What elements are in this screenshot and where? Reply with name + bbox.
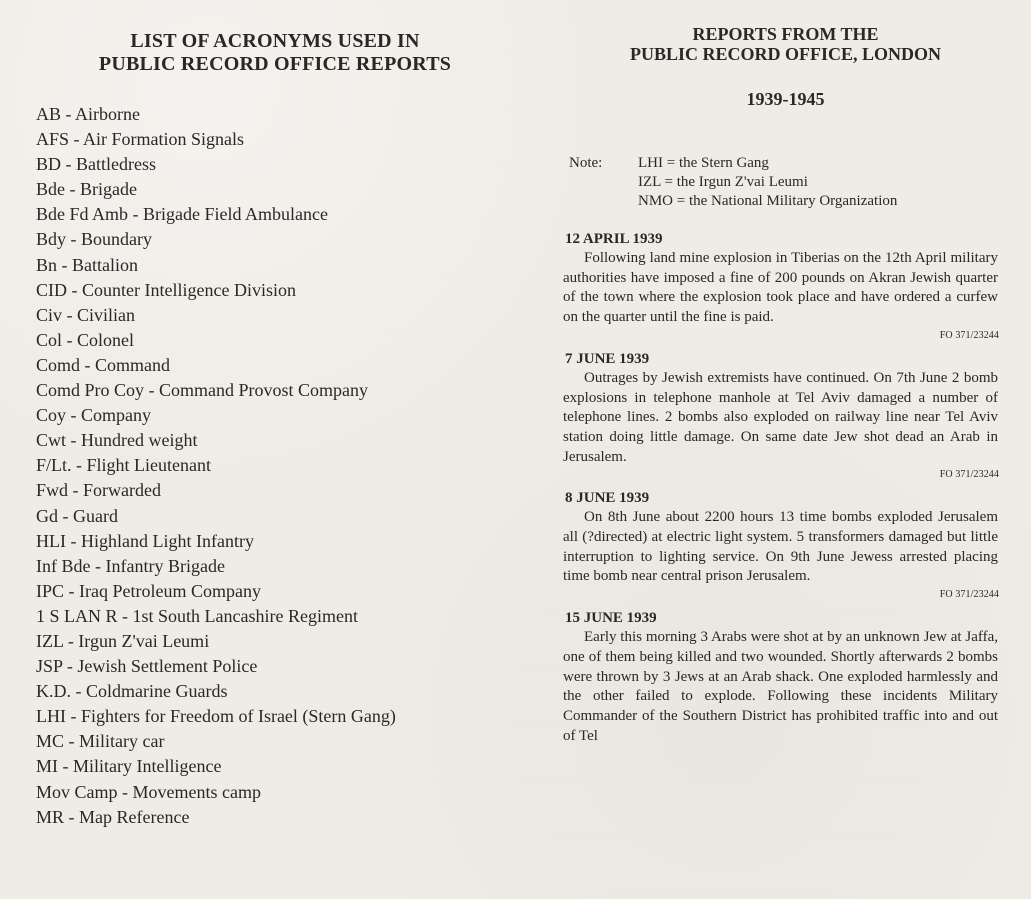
acronym-item: BD - Battledress	[36, 154, 156, 175]
acronym-item: 1 S LAN R - 1st South Lancashire Regiment	[36, 605, 358, 626]
note-block	[569, 154, 1008, 211]
acronym-item: Bde - Brigade	[36, 179, 137, 200]
acronym-item: AFS - Air Formation Signals	[36, 129, 245, 150]
entry-date: 7 JUNE 1939	[565, 350, 650, 367]
entry-text: Following land mine explosion in Tiberias on the 12th April military authorities have imposed a fine of 200 pounds on Akran Jewish quarter of the town where the explosion took place and have ordered a curfew on the quarter until the fine is paid.	[563, 250, 998, 326]
acronym-item: MC - Military car	[36, 731, 165, 752]
acronym-item: MR - Map Reference	[36, 806, 190, 827]
acronym-title-line-2: PUBLIC RECORD OFFICE REPORTS	[98, 53, 452, 75]
acronym-item: Bde Fd Amb - Brigade Field Ambulance	[36, 204, 328, 225]
acronym-item: Coy - Company	[36, 405, 151, 426]
acronym-item: IZL - Irgun Z'vai Leumi	[36, 630, 210, 651]
acronym-item: Fwd - Forwarded	[36, 480, 161, 501]
entry-date: 15 JUNE 1939	[565, 610, 657, 627]
entry-date: 12 APRIL 1939	[565, 231, 663, 247]
entry-text: Outrages by Jewish extremists have continued. On 7th June 2 bomb explosions in telephone manhole at Tel Aviv damaged a number of telephone lines. 2 bombs also exploded on railway line near Tel Aviv station doing little damage. On same date Jew shot dead an Arab in Jerusalem.	[563, 369, 998, 465]
reports-section	[563, 24, 1008, 884]
note-line: NMO = the National Military Organization	[638, 193, 898, 209]
record-reference: FO 371/23244	[939, 589, 999, 601]
report-entry	[563, 490, 1008, 600]
acronym-item: Cwt - Hundred weight	[36, 430, 198, 451]
acronym-item: Inf Bde - Infantry Brigade	[36, 555, 225, 576]
acronym-item: LHI - Fighters for Freedom of Israel (Stern Gang)	[36, 706, 396, 727]
report-entry	[563, 351, 1008, 481]
note-lines	[638, 154, 897, 211]
acronym-item: JSP - Jewish Settlement Police	[36, 656, 258, 677]
acronym-section	[36, 30, 506, 880]
acronym-item: CID - Counter Intelligence Division	[36, 279, 296, 300]
acronym-item: Comd Pro Coy - Command Provost Company	[36, 380, 369, 401]
acronym-item: Mov Camp - Movements camp	[36, 781, 261, 802]
acronym-list	[36, 102, 506, 830]
record-reference: FO 371/23244	[939, 329, 999, 341]
acronym-item: HLI - Highland Light Infantry	[36, 530, 254, 551]
period-heading: 1939-1945	[746, 89, 825, 109]
acronym-title-line-1: LIST OF ACRONYMS USED IN	[130, 30, 420, 52]
acronym-item: K.D. - Coldmarine Guards	[36, 681, 228, 702]
note-line: LHI = the Stern Gang	[638, 155, 769, 171]
report-entry	[563, 610, 1008, 746]
note-line: IZL = the Irgun Z'vai Leumi	[638, 174, 808, 190]
note-label: Note:	[569, 155, 603, 171]
record-reference: FO 371/23244	[939, 469, 999, 481]
acronym-item: Civ - Civilian	[36, 304, 135, 325]
reports-title-line-2: PUBLIC RECORD OFFICE, LONDON	[629, 44, 942, 64]
acronym-item: IPC - Iraq Petroleum Company	[36, 580, 261, 601]
acronym-item: Bn - Battalion	[36, 254, 138, 275]
acronym-item: Comd - Command	[36, 354, 170, 375]
acronym-item: Col - Colonel	[36, 329, 134, 350]
entry-text: On 8th June about 2200 hours 13 time bombs exploded Jerusalem all (?directed) at electric light system. 5 transformers damaged but little interruption to lighting service. On 9th June Jewess arrested placing time bomb near central prison Jerusalem.	[563, 509, 998, 585]
reports-title	[563, 24, 1008, 64]
reports-title-line-1: REPORTS FROM THE	[692, 24, 879, 44]
acronym-item: AB - Airborne	[36, 104, 140, 124]
acronym-item: F/Lt. - Flight Lieutenant	[36, 455, 211, 476]
acronym-item: Bdy - Boundary	[36, 229, 152, 250]
entry-text: Early this morning 3 Arabs were shot at by an unknown Jew at Jaffa, one of them being killed and two wounded. Shortly afterwards 2 bombs were thrown by 3 Jews at an Arab shack. One exploded harmlessly and the other failed to explode. Following these incidents Military Commander of the Southern District has prohibited traffic into and out of Tel	[563, 629, 998, 744]
entry-date: 8 JUNE 1939	[565, 490, 650, 507]
acronym-list-title	[36, 30, 506, 76]
acronym-item: MI - Military Intelligence	[36, 756, 222, 777]
acronym-item: Gd - Guard	[36, 505, 118, 526]
report-entry	[563, 231, 1008, 341]
